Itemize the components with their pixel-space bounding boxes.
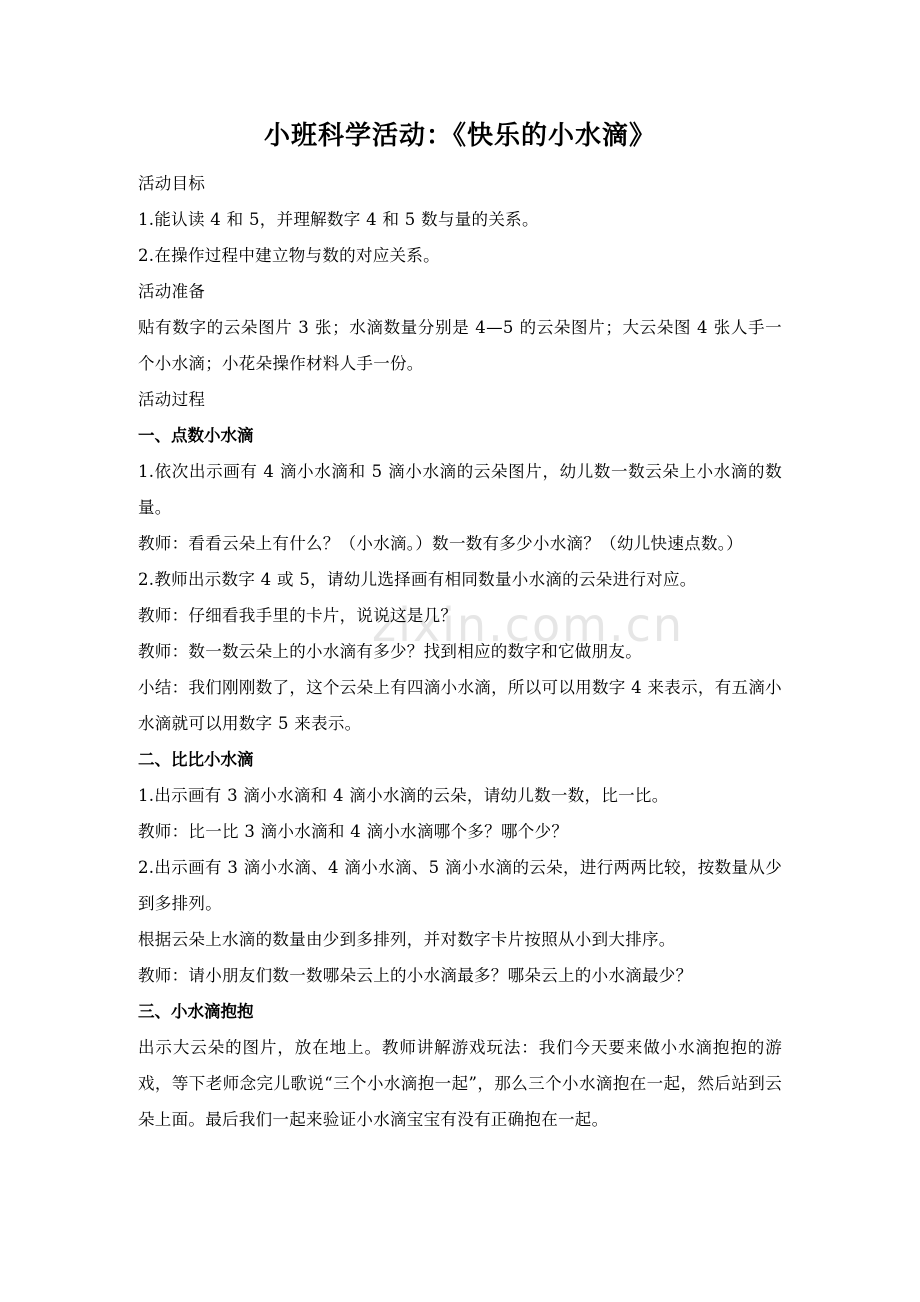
paragraph: 出示大云朵的图片，放在地上。教师讲解游戏玩法：我们今天要来做小水滴抱抱的游戏，等下老师念完儿歌说“三个小水滴抱一起”，那么三个小水滴抱在一起，然后站到云朵上面。最后我们一起来验证小水滴宝宝有没有正确抱在一起。 — [138, 1038, 782, 1129]
paragraph: 教师：看看云朵上有什么？（小水滴。）数一数有多少小水滴？（幼儿快速点数。） — [138, 534, 744, 553]
document-body — [138, 114, 782, 1138]
paragraph: 2.在操作过程中建立物与数的对应关系。 — [138, 246, 440, 265]
paragraph: 教师：请小朋友们数一数哪朵云上的小水滴最多？哪朵云上的小水滴最少？ — [138, 966, 693, 985]
document-blocks — [138, 166, 782, 1138]
section-heading: 三、小水滴抱抱 — [138, 1002, 254, 1021]
section-heading: 一、点数小水滴 — [138, 426, 254, 445]
paragraph: 2.教师出示数字 4 或 5，请幼儿选择画有相同数量小水滴的云朵进行对应。 — [138, 570, 697, 589]
paragraph: 教师：仔细看我手里的卡片，说说这是几？ — [138, 606, 458, 625]
paragraph: 活动准备 — [138, 282, 206, 301]
paragraph: 1.能认读 4 和 5，并理解数字 4 和 5 数与量的关系。 — [138, 210, 539, 229]
paragraph: 教师：数一数云朵上的小水滴有多少？找到相应的数字和它做朋友。 — [138, 642, 642, 661]
document-title: 小班科学活动：《快乐的小水滴》 — [263, 121, 656, 151]
paragraph: 活动过程 — [138, 390, 206, 409]
paragraph: 1.出示画有 3 滴小水滴和 4 滴小水滴的云朵，请幼儿数一数，比一比。 — [138, 786, 669, 805]
paragraph: 教师：比一比 3 滴小水滴和 4 滴小水滴哪个多？哪个少？ — [138, 822, 569, 841]
paragraph: 活动目标 — [138, 174, 206, 193]
paragraph: 贴有数字的云朵图片 3 张；水滴数量分别是 4—5 的云朵图片；大云朵图 4 张人手一个小水滴；小花朵操作材料人手一份。 — [138, 318, 782, 373]
watermark: zixin.com.cn — [372, 598, 685, 652]
section-heading: 二、比比小水滴 — [138, 750, 254, 769]
paragraph: 小结：我们刚刚数了，这个云朵上有四滴小水滴，所以可以用数字 4 来表示，有五滴小水滴就可以用数字 5 来表示。 — [138, 678, 782, 733]
paragraph: 2.出示画有 3 滴小水滴、4 滴小水滴、5 滴小水滴的云朵，进行两两比较，按数量从少到多排列。 — [138, 858, 782, 913]
paragraph: 1.依次出示画有 4 滴小水滴和 5 滴小水滴的云朵图片，幼儿数一数云朵上小水滴的数量。 — [138, 462, 782, 517]
paragraph: 根据云朵上水滴的数量由少到多排列，并对数字卡片按照从小到大排序。 — [138, 930, 676, 949]
